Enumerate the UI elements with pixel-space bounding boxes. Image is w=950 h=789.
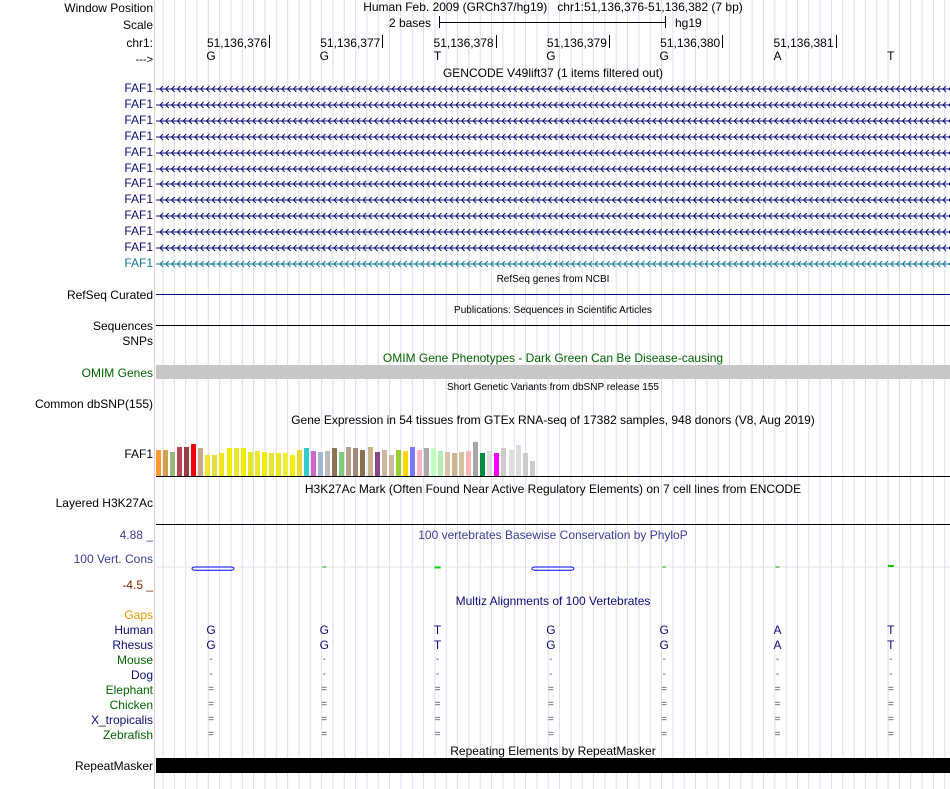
dbsnp-label[interactable]: Common dbSNP(155): [34, 397, 153, 411]
alignment-base: A: [773, 623, 782, 637]
phylop-value-mark: [435, 566, 441, 568]
phylop-min-label: -4.5 _: [122, 578, 153, 592]
dbsnp-title: Short Genetic Variants from dbSNP release 155: [447, 382, 659, 393]
gtex-tissue-bar[interactable]: [227, 448, 232, 476]
species-label[interactable]: Elephant: [105, 683, 153, 697]
phylop-max-label: 4.88 _: [119, 528, 153, 542]
gtex-tissue-bar[interactable]: [494, 453, 499, 476]
reference-base: T: [433, 49, 442, 63]
alignment-base: =: [434, 699, 441, 710]
gencode-transcript-line[interactable]: [156, 242, 950, 254]
publications-title: Publications: Sequences in Scientific Articles: [454, 305, 652, 316]
repeatmasker-bar[interactable]: [156, 758, 950, 773]
gtex-tissue-bar[interactable]: [473, 442, 478, 476]
alignment-base: -: [662, 654, 666, 665]
species-label[interactable]: Human: [114, 623, 153, 637]
gtex-tissue-bar[interactable]: [234, 448, 239, 476]
gtex-tissue-bar[interactable]: [375, 452, 380, 476]
alignment-base: G: [206, 623, 216, 637]
gencode-transcript-line[interactable]: [156, 163, 950, 175]
gtex-tissue-bar[interactable]: [523, 453, 528, 476]
gtex-tissue-bar[interactable]: [248, 452, 253, 476]
alignment-base: -: [209, 654, 213, 665]
omim-title: OMIM Gene Phenotypes - Dark Green Can Be Disease-causing: [382, 351, 724, 365]
gtex-tissue-bar[interactable]: [459, 452, 464, 476]
alignment-base: G: [319, 623, 329, 637]
alignment-base: -: [775, 669, 780, 680]
alignment-base: G: [206, 638, 216, 652]
scale-bar-right-tick: [665, 16, 666, 28]
gtex-tissue-bar[interactable]: [262, 452, 267, 476]
alignment-base: -: [209, 669, 213, 680]
gencode-gene-label[interactable]: FAF1: [124, 224, 153, 239]
alignment-base: =: [434, 729, 441, 740]
gtex-tissue-bar[interactable]: [382, 450, 387, 476]
alignment-base: -: [322, 669, 326, 680]
scale-label: Scale: [122, 18, 153, 32]
gtex-tissue-bar[interactable]: [184, 447, 189, 476]
alignment-base: -: [322, 654, 326, 665]
gtex-tissue-bar[interactable]: [212, 455, 217, 476]
alignment-base: =: [321, 684, 328, 695]
reference-base: A: [773, 49, 782, 63]
ruler-tick: [836, 35, 837, 48]
alignment-base: =: [547, 729, 554, 740]
gtex-tissue-bar[interactable]: [452, 453, 457, 476]
alignment-base: G: [659, 638, 669, 652]
gtex-tissue-bar[interactable]: [438, 451, 443, 476]
gtex-tissue-bar[interactable]: [410, 447, 415, 476]
assembly-position-text: Human Feb. 2009 (GRCh37/hg19) chr1:51,136,376-51,136,382 (7 bp): [363, 0, 743, 14]
ruler-tick: [496, 35, 497, 48]
gtex-tissue-bar[interactable]: [339, 452, 344, 476]
gtex-tissue-bar[interactable]: [290, 455, 295, 476]
gtex-tissue-bar[interactable]: [332, 448, 337, 476]
gtex-title: Gene Expression in 54 tissues from GTEx RNA-seq of 17382 samples, 948 donors (V8, Aug 2019): [291, 413, 815, 427]
alignment-base: A: [773, 638, 782, 652]
ruler-position-label: 51,136,381: [773, 36, 834, 50]
ruler-position-label: 51,136,378: [433, 36, 494, 50]
gencode-transcript-line[interactable]: [156, 115, 950, 127]
gtex-tissue-bar[interactable]: [353, 448, 358, 476]
gtex-tissue-bar[interactable]: [297, 450, 302, 476]
gtex-tissue-bar[interactable]: [516, 445, 521, 476]
alignment-base: =: [774, 714, 781, 725]
scale-bar: [439, 22, 666, 23]
gtex-tissue-bar[interactable]: [360, 450, 365, 476]
chrom-label: chr1:: [126, 36, 153, 50]
scale-text: 2 bases: [389, 16, 432, 30]
h3k27ac-label[interactable]: Layered H3K27Ac: [55, 496, 153, 510]
alignment-base: -: [549, 654, 553, 665]
alignment-base: T: [887, 623, 895, 637]
alignment-base: =: [321, 729, 328, 740]
alignment-base: T: [433, 638, 442, 652]
ruler-position-label: 51,136,376: [206, 36, 267, 50]
alignment-base: =: [774, 729, 781, 740]
gtex-tissue-bar[interactable]: [304, 448, 309, 476]
gencode-gene-label[interactable]: FAF1: [124, 176, 153, 191]
gtex-tissue-bar[interactable]: [219, 453, 224, 476]
species-label[interactable]: X_tropicalis: [90, 713, 153, 727]
alignment-base: T: [887, 638, 895, 652]
gtex-tissue-bar[interactable]: [269, 453, 274, 476]
alignment-base: -: [662, 669, 666, 680]
gtex-tissue-bar[interactable]: [346, 447, 351, 476]
snps-label[interactable]: SNPs: [122, 334, 153, 348]
gencode-transcript-line[interactable]: [156, 99, 950, 111]
gencode-title: GENCODE V49lift37 (1 items filtered out): [442, 66, 664, 80]
gtex-tissue-bar[interactable]: [170, 452, 175, 476]
species-label[interactable]: Rhesus: [112, 638, 153, 652]
phylop-value-mark: [888, 565, 894, 567]
alignment-base: =: [887, 684, 894, 695]
phylop-value-mark: [322, 567, 326, 568]
gtex-tissue-bar[interactable]: [389, 455, 394, 476]
gencode-gene-label[interactable]: FAF1: [124, 208, 153, 223]
h3k27ac-title: H3K27Ac Mark (Often Found Near Active Regulatory Elements) on 7 cell lines from ENCODE: [304, 482, 802, 496]
reference-base: G: [546, 49, 556, 63]
alignment-base: =: [774, 684, 781, 695]
ruler-tick: [382, 35, 383, 48]
gencode-transcript-line[interactable]: [156, 83, 950, 95]
alignment-base: =: [547, 684, 554, 695]
gencode-gene-label[interactable]: FAF1: [124, 112, 153, 127]
gtex-tissue-bar[interactable]: [191, 444, 196, 476]
alignment-base: G: [319, 638, 329, 652]
alignment-base: G: [546, 638, 556, 652]
alignment-base: =: [887, 729, 894, 740]
phylop-label[interactable]: 100 Vert. Cons: [73, 552, 153, 566]
gtex-tissue-bar[interactable]: [198, 448, 203, 476]
gencode-gene-label[interactable]: FAF1: [124, 96, 153, 111]
gtex-tissue-bar[interactable]: [205, 455, 210, 476]
gtex-tissue-bar[interactable]: [241, 448, 246, 476]
alignment-base: =: [547, 699, 554, 710]
alignment-base: T: [433, 623, 442, 637]
alignment-base: -: [435, 669, 440, 680]
gtex-tissue-bar[interactable]: [325, 451, 330, 476]
gencode-gene-label[interactable]: FAF1: [124, 255, 153, 270]
gencode-transcript-line[interactable]: [156, 147, 950, 159]
phylop-value-mark: [192, 567, 234, 570]
gencode-transcript-line[interactable]: [156, 210, 950, 222]
alignment-base: -: [435, 654, 440, 665]
species-label[interactable]: Mouse: [116, 653, 153, 667]
alignment-base: G: [546, 623, 556, 637]
phylop-value-mark: [532, 567, 574, 570]
gencode-gene-label[interactable]: FAF1: [124, 81, 153, 95]
phylop-title: 100 vertebrates Basewise Conservation by PhyloP: [418, 528, 688, 542]
gtex-tissue-bar[interactable]: [276, 453, 281, 476]
phylop-plot[interactable]: [156, 541, 950, 591]
gencode-gene-label[interactable]: FAF1: [124, 192, 153, 207]
alignment-base: =: [321, 699, 328, 710]
alignment-base: =: [208, 684, 214, 695]
reference-base: T: [887, 49, 895, 63]
alignment-base: -: [889, 654, 893, 665]
alignment-base: =: [321, 714, 328, 725]
phylop-value-mark: [662, 567, 666, 568]
alignment-base: =: [774, 699, 781, 710]
omim-label[interactable]: OMIM Genes: [81, 366, 153, 380]
h3k27ac-line: [156, 524, 950, 525]
alignment-base: =: [208, 714, 214, 725]
gtex-tissue-bar[interactable]: [480, 453, 485, 476]
reference-base: G: [659, 49, 669, 63]
species-label[interactable]: Zebrafish: [102, 728, 153, 742]
alignment-base: =: [208, 699, 214, 710]
gtex-label[interactable]: FAF1: [124, 447, 153, 461]
gtex-chart[interactable]: [156, 427, 536, 476]
scale-bar-left-tick: [439, 16, 440, 28]
gencode-transcript-line[interactable]: [156, 226, 950, 238]
multiz-title: Multiz Alignments of 100 Vertebrates: [455, 594, 651, 608]
track-area-left-border: [154, 0, 155, 789]
refseq-title: RefSeq genes from NCBI: [496, 274, 610, 285]
gencode-gene-label[interactable]: FAF1: [124, 160, 153, 175]
gtex-tissue-bar[interactable]: [424, 448, 429, 476]
gtex-tissue-bar[interactable]: [255, 451, 260, 476]
repeatmasker-title: Repeating Elements by RepeatMasker: [450, 744, 656, 758]
gtex-tissue-bar[interactable]: [403, 451, 408, 476]
gtex-tissue-bar[interactable]: [318, 452, 323, 476]
gtex-tissue-bar[interactable]: [466, 451, 471, 476]
alignment-base: =: [434, 684, 441, 695]
ruler-tick: [269, 35, 270, 48]
gencode-transcript-line[interactable]: [156, 194, 950, 206]
gtex-tissue-bar[interactable]: [163, 450, 168, 476]
gencode-transcript-line[interactable]: [156, 258, 950, 270]
alignment-base: =: [887, 714, 894, 725]
alignment-base: G: [659, 623, 669, 637]
gencode-transcript-line[interactable]: [156, 178, 950, 190]
gaps-label[interactable]: Gaps: [124, 608, 153, 622]
repeatmasker-label[interactable]: RepeatMasker: [74, 759, 153, 773]
gtex-tissue-bar[interactable]: [530, 461, 535, 476]
ruler-tick: [722, 35, 723, 48]
scale-db: hg19: [675, 16, 702, 30]
gencode-gene-label[interactable]: FAF1: [124, 240, 153, 254]
alignment-base: =: [887, 699, 894, 710]
gencode-gene-label[interactable]: FAF1: [124, 128, 153, 143]
alignment-base: =: [208, 729, 214, 740]
gtex-tissue-bar[interactable]: [156, 450, 161, 476]
refseq-label[interactable]: RefSeq Curated: [66, 288, 153, 302]
ruler-position-label: 51,136,377: [320, 36, 381, 50]
gtex-tissue-bar[interactable]: [396, 450, 401, 476]
alignment-base: -: [549, 669, 553, 680]
alignment-base: =: [547, 714, 554, 725]
alignment-base: =: [661, 699, 668, 710]
alignment-base: -: [889, 669, 893, 680]
gtex-tissue-bar[interactable]: [283, 453, 288, 476]
alignment-base: =: [661, 729, 668, 740]
ruler-position-label: 51,136,380: [660, 36, 721, 50]
gtex-tissue-bar[interactable]: [368, 447, 373, 476]
ruler-tick: [609, 35, 610, 48]
window-position-label: Window Position: [64, 1, 153, 15]
gtex-tissue-bar[interactable]: [487, 451, 492, 476]
phylop-value-mark: [776, 567, 780, 568]
gtex-tissue-bar[interactable]: [501, 448, 506, 476]
alignment-base: =: [661, 684, 668, 695]
reference-base: G: [206, 49, 216, 63]
sequences-label[interactable]: Sequences: [92, 319, 153, 333]
reference-base: G: [319, 49, 329, 63]
gtex-tissue-bar[interactable]: [177, 447, 182, 476]
alignment-base: -: [775, 654, 780, 665]
omim-bar[interactable]: [156, 365, 950, 379]
gtex-tissue-bar[interactable]: [417, 450, 422, 476]
ruler-position-label: 51,136,379: [546, 36, 607, 50]
gtex-tissue-bar[interactable]: [445, 452, 450, 476]
gencode-gene-label[interactable]: FAF1: [124, 144, 153, 159]
gtex-tissue-bar[interactable]: [431, 448, 436, 476]
strand-label: --->: [135, 54, 153, 66]
alignment-base: =: [434, 714, 441, 725]
publications-line[interactable]: [156, 325, 950, 326]
gencode-transcript-line[interactable]: [156, 131, 950, 143]
species-label[interactable]: Dog: [130, 668, 153, 682]
gtex-tissue-bar[interactable]: [509, 450, 514, 476]
gtex-baseline: [156, 476, 950, 477]
refseq-line[interactable]: [156, 294, 950, 295]
gtex-tissue-bar[interactable]: [311, 451, 316, 476]
alignment-base: =: [661, 714, 668, 725]
species-label[interactable]: Chicken: [109, 698, 153, 712]
